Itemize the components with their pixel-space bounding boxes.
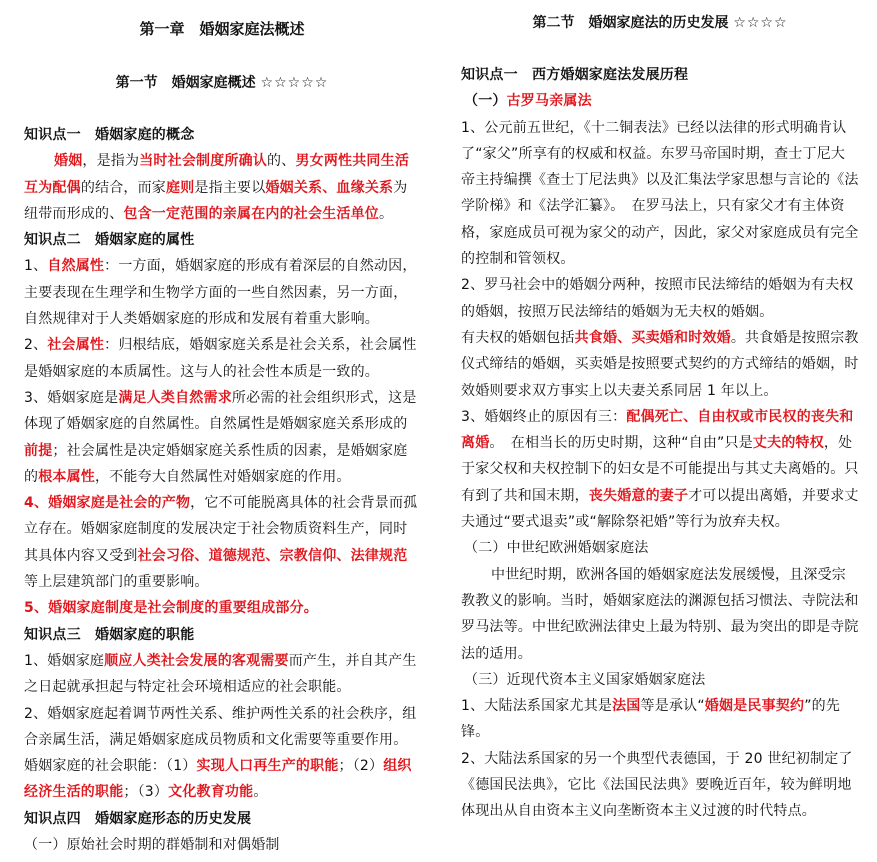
highlight: 配偶死亡、自由权或市民权的丧失和离婚 [461, 408, 854, 452]
text: ”的先锋。 [461, 698, 841, 741]
text: 才可以提出离婚，并要求丈夫通过“要式退卖”或“解除祭祀婚”等行为放弃夫权。 [461, 487, 859, 531]
highlight: 文化教育功能 [168, 784, 254, 801]
list-item: （一）原始社会时期的群婚制和对偶婚制 [24, 837, 280, 854]
text: 2、 [24, 337, 48, 354]
highlight: 共食婚、买卖婚和时效婚 [574, 329, 731, 346]
highlight: 婚姻关系、血缘关系 [265, 179, 394, 196]
highlight: 婚姻家庭是社会的产物 [48, 495, 191, 512]
section-title [24, 72, 420, 92]
highlight: 古罗马亲属法 [506, 93, 592, 110]
subheading: （三）近现代资本主义国家婚姻家庭法 [464, 671, 706, 688]
highlight: 法国 [612, 698, 641, 715]
text: 《法国民法典》 [596, 777, 696, 794]
highlight: 满足人类自然需求 [118, 389, 232, 406]
highlight: 前提 [24, 442, 53, 459]
highlight: 4、 [24, 495, 49, 512]
text: 有夫权的婚姻包括 [461, 329, 575, 346]
text: 2、婚姻家庭起着调节两性关系、维护两性关系的社会秩序，组合亲属生活，满足婚姻家庭成员物质和文化需要等重要作用。 婚姻家庭的社会职能：（1） [24, 705, 417, 775]
list-item [24, 385, 420, 490]
text: 等上层建筑部门的重要影响。 [24, 574, 209, 591]
text: ；社会属性是决定婚姻家庭关系性质的因素，是婚姻家庭的 [24, 442, 408, 485]
text: ，不能夸大自然属性对婚姻家庭的作用。 [95, 468, 351, 485]
text: （一） [464, 93, 507, 110]
highlight: 自然属性 [47, 258, 105, 275]
list-item [24, 253, 420, 332]
text: ，是指为 [82, 153, 140, 170]
chapter-title: 第一章 婚姻家庭法概述 [139, 20, 305, 38]
text: 2、大陆法系国家的另一个典型代表德国，于 20 世纪初制定了 [461, 750, 853, 767]
highlight: 社会习俗、道德规范、宗教信仰、法律规范 [137, 547, 408, 564]
highlight: 根本属性 [38, 468, 96, 485]
knowledge-point-heading: 知识点一 婚姻家庭的概念 [24, 127, 195, 143]
text: 3、婚姻终止的原因有三： [461, 408, 627, 425]
text: 1、大陆法系国家尤其是 [461, 698, 613, 715]
section-title-text: 第二节 婚姻家庭法的历史发展 [532, 15, 729, 31]
text: 3、婚姻家庭是 [24, 389, 119, 406]
text: ，它不可能脱离具体的社会背景而孤立存在。婚姻家庭制度的发展决定于社会物质资料生产，同时其具体内容又受到 [24, 495, 418, 564]
highlight: 丈夫的特权 [752, 435, 824, 452]
text: ：归根结底，婚姻家庭关系是社会关系，社会属性是婚姻家庭的本质属性。这与人的社会性本质是一致的。 [24, 337, 417, 380]
text: 等是承认“ [640, 698, 705, 715]
text: 为纽带而形成的、 [24, 179, 408, 222]
highlight: 婚姻家庭制度是社会制度的重要组成部分。 [48, 600, 318, 617]
knowledge-point-heading: 知识点二 婚姻家庭的属性 [24, 232, 195, 249]
highlight: 丧失婚意的妻子 [588, 487, 689, 504]
difficulty-stars: ☆☆☆☆☆ [260, 75, 329, 91]
knowledge-point-heading: 知识点一 西方婚姻家庭法发展历程 [461, 67, 689, 83]
text: 。 [253, 784, 268, 801]
left-body [24, 122, 420, 858]
paragraph [461, 325, 859, 404]
list-item: 1、公元前五世纪，《十二铜表法》已经以法律的形式明确肯认了“家父”所享有的权威和权益。东罗马帝国时期，查士丁尼大帝主持编撰《查士丁尼法典》以及汇集法学家思想与言论的《法学阶梯》和《法学汇纂》。 在罗马法上，只有家父才有主体资格，家庭成员可视为家父的动产，因此，家父对家庭成员有完全的控制和管领权。 [461, 119, 859, 268]
highlight: 婚姻 [54, 153, 83, 170]
highlight: 社会属性 [47, 337, 105, 354]
list-item [24, 490, 420, 595]
text: ；（2） [338, 758, 384, 775]
list-item: 2、罗马社会中的婚姻分两种，按照市民法缔结的婚姻为有夫权的婚姻，按照万民法缔结的婚姻为无夫权的婚姻。 [461, 277, 854, 320]
paragraph [24, 148, 420, 227]
section-title [461, 12, 859, 32]
highlight: 实现人口再生产的职能 [196, 758, 339, 775]
list-item [461, 746, 859, 825]
highlight: 当时社会制度所确认 [139, 153, 268, 170]
text: 而产生，并自其产生之日起就承担起与特定社会环境相适应的社会职能。 [24, 652, 417, 696]
text: 要晚近百年，较为鲜明地体现出从自由资本主义向垄断资本主义过渡的时代特点。 [461, 777, 852, 820]
text: ；（3） [123, 784, 169, 801]
text: 1、婚姻家庭 [24, 652, 105, 669]
text: 。 [379, 205, 394, 222]
list-item [461, 693, 859, 746]
knowledge-point-heading: 知识点三 婚姻家庭的职能 [24, 626, 195, 643]
highlight: 组织经济生活的职能 [24, 758, 412, 801]
text: ，它比 [553, 777, 597, 794]
list-item [461, 404, 859, 535]
highlight: 男女两性共同生活互为配偶 [24, 153, 410, 196]
text: 1、 [24, 258, 48, 275]
knowledge-point-heading: 知识点四 婚姻家庭形态的历史发展 [24, 810, 252, 827]
list-item [24, 332, 420, 385]
list-item [24, 701, 420, 806]
text: 。 在相当长的历史时期，这种“自由”只是 [489, 435, 753, 452]
highlight: 包含一定范围的亲属在内的社会生活单位 [123, 205, 380, 222]
text: 的、 [267, 153, 296, 170]
right-body [461, 62, 859, 825]
highlight: 婚姻是民事契约 [704, 698, 805, 715]
paragraph: 中世纪时期，欧洲各国的婚姻家庭法发展缓慢，且深受宗教教义的影响。当时，婚姻家庭法的渊源包括习惯法、寺院法和罗马法等。中世纪欧洲法律史上最为特别、最为突出的即是寺院法的适用。 [461, 566, 859, 662]
list-item [24, 595, 420, 621]
text: 所必需的社会组织形式，这是体现了婚姻家庭的自然属性。自然属性是婚姻家庭关系形成的 [24, 389, 417, 433]
highlight: 顺应人类社会发展的客观需要 [104, 652, 289, 669]
text: 的结合，而家 [80, 179, 167, 196]
highlight: 庭则 [166, 179, 195, 196]
subheading: （二）中世纪欧洲婚姻家庭法 [464, 540, 649, 557]
text: ：一方面，婚姻家庭的形成有着深层的自然动因，主要表现在生理学和生物学方面的一些自然因素，另一方面，自然规律对于人类婚姻家庭的形成和发展有着重大影响。 [24, 258, 417, 328]
text: 。共食婚是按照宗教仪式缔结的婚姻，买卖婚是按照要式契约的方式缔结的婚姻，时效婚则要求双方事实上以夫妻关系同居 1 年以上。 [461, 329, 859, 399]
highlight: 5、 [24, 600, 49, 617]
text: 《德国民法典》 [461, 777, 554, 794]
difficulty-stars: ☆☆☆☆ [733, 15, 788, 31]
text: 是指主要以 [194, 179, 266, 196]
subheading [464, 88, 859, 114]
list-item [24, 648, 420, 701]
section-title-text: 第一节 婚姻家庭概述 [115, 75, 256, 91]
text: ，处于家父权和夫权控制下的妇女是不可能提出与其丈夫离婚的。只有到了共和国末期， [461, 435, 859, 504]
